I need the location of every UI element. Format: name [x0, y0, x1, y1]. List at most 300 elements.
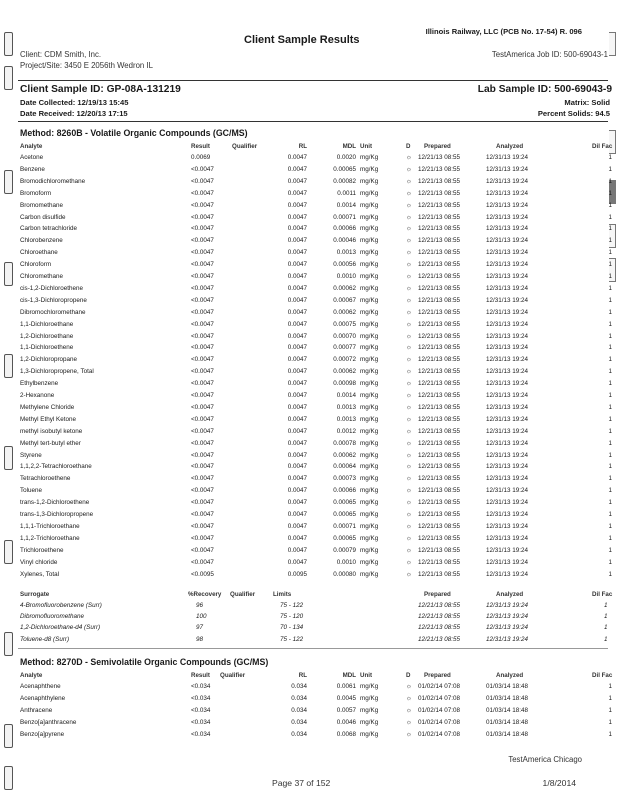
cell-mdl: 0.00062: [333, 308, 356, 316]
cell-dry-weight-icon: ☼: [406, 201, 412, 209]
cell-prepared: 12/21/13 08:55: [418, 475, 461, 483]
cell-dil-fac: 1: [608, 415, 612, 423]
cell-analyte: Chloromethane: [20, 273, 64, 280]
table-row: [20, 343, 616, 355]
project-site: Project/Site: 3450 E 2056th Wedron IL: [20, 61, 153, 70]
table-row: [20, 367, 616, 379]
cell-prepared: 12/21/13 08:55: [418, 261, 461, 269]
cell-dil-fac: 1: [608, 237, 612, 245]
cell-unit: mg/Kg: [360, 718, 379, 726]
cell-dil-fac: 1: [608, 213, 612, 221]
cell-mdl: 0.0010: [336, 273, 356, 280]
col-analyte: Analyte: [20, 143, 43, 150]
cell-dil-fac: 1: [608, 718, 612, 726]
table-row: [20, 694, 616, 706]
cell-result: <0.0047: [191, 558, 214, 566]
cell-result: <0.0047: [191, 165, 214, 173]
cell-analyte: Acenaphthylene: [20, 694, 66, 702]
cell-unit: mg/Kg: [360, 344, 379, 352]
cell-mdl: 0.00098: [333, 380, 356, 388]
cell-rl: 0.0047: [287, 225, 307, 233]
cell-dil-fac: 1: [608, 344, 612, 352]
cell-limits: 75 - 122: [280, 635, 304, 643]
cell-unit: mg/Kg: [360, 177, 379, 185]
cell-rl: 0.0047: [287, 499, 307, 507]
cell-analyzed: 12/31/13 19:24: [486, 213, 529, 221]
cell-prepared: 12/21/13 08:55: [418, 201, 461, 209]
cell-mdl: 0.0061: [336, 683, 356, 690]
cell-unit: mg/Kg: [360, 201, 379, 209]
cell-unit: mg/Kg: [360, 165, 379, 173]
cell-dil-fac: 1: [608, 380, 612, 388]
col-surrogate-qualifier: Qualifier: [230, 591, 256, 598]
cell-unit: mg/Kg: [360, 261, 379, 269]
table-row: [20, 391, 616, 403]
cell-dil-fac: 1: [608, 261, 612, 269]
cell-result: <0.0047: [191, 368, 214, 376]
cell-result: <0.0047: [191, 487, 214, 495]
cell-prepared: 12/21/13 08:55: [418, 602, 461, 609]
footer-date: 1/8/2014: [542, 778, 576, 788]
cell-mdl: 0.00079: [333, 546, 356, 554]
cell-prepared: 01/02/14 07:08: [418, 718, 461, 726]
cell-dil-fac: 1: [608, 570, 612, 578]
cell-prepared: 12/21/13 08:55: [418, 570, 461, 578]
cell-dil-fac: 1: [608, 249, 612, 257]
method-8260b-title: Method: 8260B - Volatile Organic Compounds (GC/MS): [20, 128, 248, 138]
cell-surrogate: Toluene-d8 (Surr): [20, 635, 70, 643]
cell-unit: mg/Kg: [360, 189, 379, 197]
cell-prepared: 12/21/13 08:55: [418, 320, 461, 328]
col-prepared: Prepared: [424, 672, 451, 679]
cell-dil-fac: 1: [608, 392, 612, 399]
cell-dry-weight-icon: ☼: [406, 154, 412, 161]
cell-dil-fac: 1: [608, 683, 612, 690]
cell-result: <0.0047: [191, 403, 214, 411]
cell-mdl: 0.0014: [336, 392, 356, 399]
cell-result: <0.0047: [191, 439, 214, 447]
cell-analyte: Acetone: [20, 154, 44, 161]
cell-dry-weight-icon: ☼: [406, 380, 412, 388]
cell-analyte: 1,1,1-Trichloroethane: [20, 522, 80, 530]
cell-analyte: Benzo[a]pyrene: [20, 730, 65, 738]
cell-analyzed: 12/31/13 19:24: [486, 570, 529, 578]
col-surr-analyzed: Analyzed: [496, 591, 524, 598]
cell-prepared: 12/21/13 08:55: [418, 613, 461, 621]
cell-rl: 0.0095: [287, 570, 307, 578]
cell-rl: 0.0047: [287, 546, 307, 554]
table-row: [20, 451, 616, 463]
cell-dry-weight-icon: ☼: [406, 332, 412, 340]
cell-mdl: 0.00066: [333, 487, 356, 495]
cell-mdl: 0.00065: [333, 534, 356, 542]
cell-analyte: Ethylbenzene: [20, 380, 59, 388]
page-title: Client Sample Results: [244, 34, 360, 46]
cell-prepared: 12/21/13 08:55: [418, 356, 461, 364]
cell-mdl: 0.00072: [333, 356, 356, 364]
cell-dil-fac: 1: [608, 284, 612, 292]
cell-dry-weight-icon: ☼: [406, 261, 412, 269]
cell-prepared: 12/21/13 08:55: [418, 624, 461, 632]
cell-mdl: 0.00064: [333, 463, 356, 471]
col-analyzed: Analyzed: [496, 143, 524, 150]
cell-mdl: 0.00066: [333, 225, 356, 233]
table-row: [20, 284, 616, 296]
cell-dil-fac: 1: [608, 522, 612, 530]
col-prepared: Prepared: [424, 143, 451, 150]
cell-mdl: 0.0057: [336, 706, 356, 714]
cell-mdl: 0.00065: [333, 511, 356, 518]
date-collected: Date Collected: 12/19/13 15:45: [20, 98, 129, 107]
cell-unit: mg/Kg: [360, 694, 379, 702]
table-row: [20, 403, 616, 415]
cell-analyte: cis-1,3-Dichloropropene: [20, 296, 87, 304]
cell-rl: 0.0047: [287, 403, 307, 411]
cell-rl: 0.034: [291, 706, 307, 714]
binder-tab: [4, 170, 13, 194]
cell-unit: mg/Kg: [360, 249, 379, 257]
cell-analyzed: 12/31/13 19:24: [486, 273, 529, 280]
cell-dry-weight-icon: ☼: [406, 308, 412, 316]
binder-tab: [4, 724, 13, 748]
cell-dil-fac: 1: [604, 602, 608, 609]
table-row: [20, 236, 616, 248]
cell-result: <0.0047: [191, 213, 214, 221]
cell-analyzed: 12/31/13 19:24: [486, 624, 529, 632]
cell-prepared: 12/21/13 08:55: [418, 635, 461, 643]
cell-dil-fac: 1: [608, 273, 612, 280]
cell-result: <0.0047: [191, 522, 214, 530]
cell-mdl: 0.00080: [333, 570, 356, 578]
table-row: [20, 570, 616, 582]
cell-analyzed: 12/31/13 19:24: [486, 558, 529, 566]
table-row: [20, 153, 616, 165]
cell-mdl: 0.00067: [333, 296, 356, 304]
cell-dil-fac: 1: [608, 487, 612, 495]
cell-analyzed: 12/31/13 19:24: [486, 487, 529, 495]
cell-prepared: 01/02/14 07:08: [418, 683, 461, 690]
table-row: [20, 379, 616, 391]
cell-mdl: 0.00062: [333, 284, 356, 292]
table-row: [20, 355, 616, 367]
cell-rl: 0.0047: [287, 368, 307, 376]
cell-prepared: 12/21/13 08:55: [418, 332, 461, 340]
cell-analyzed: 01/03/14 18:48: [486, 718, 529, 726]
cell-prepared: 12/21/13 08:55: [418, 344, 461, 352]
cell-rl: 0.034: [291, 718, 307, 726]
cell-dry-weight-icon: ☼: [406, 273, 412, 280]
table-row: [20, 415, 616, 427]
cell-unit: mg/Kg: [360, 225, 379, 233]
cell-analyzed: 12/31/13 19:24: [486, 451, 529, 459]
cell-rl: 0.0047: [287, 451, 307, 459]
cell-analyzed: 12/31/13 19:24: [486, 534, 529, 542]
cell-analyzed: 12/31/13 19:24: [486, 332, 529, 340]
cell-analyzed: 12/31/13 19:24: [486, 308, 529, 316]
cell-analyte: Methylene Chloride: [20, 403, 75, 411]
cell-result: <0.0047: [191, 427, 214, 435]
cell-mdl: 0.00065: [333, 165, 356, 173]
cell-dil-fac: 1: [608, 332, 612, 340]
cell-dry-weight-icon: ☼: [406, 546, 412, 554]
col-limits: Limits: [273, 591, 292, 598]
cell-prepared: 12/21/13 08:55: [418, 511, 461, 518]
table-row: [20, 320, 616, 332]
cell-analyzed: 12/31/13 19:24: [486, 522, 529, 530]
table-row: [20, 165, 616, 177]
cell-dil-fac: 1: [608, 546, 612, 554]
cell-unit: mg/Kg: [360, 380, 379, 388]
cell-dil-fac: 1: [608, 368, 612, 376]
col-dil-fac: Dil Fac: [592, 143, 613, 150]
cell-mdl: 0.0020: [336, 154, 356, 161]
cell-dil-fac: 1: [608, 427, 612, 435]
cell-analyte: trans-1,3-Dichloropropene: [20, 511, 94, 518]
cell-prepared: 12/21/13 08:55: [418, 403, 461, 411]
cell-prepared: 12/21/13 08:55: [418, 558, 461, 566]
divider: [18, 121, 608, 122]
col-rl: RL: [298, 672, 307, 679]
cell-result: <0.0047: [191, 273, 214, 280]
cell-prepared: 12/21/13 08:55: [418, 225, 461, 233]
cell-mdl: 0.0068: [336, 730, 356, 738]
cell-result: <0.0047: [191, 320, 214, 328]
cell-unit: mg/Kg: [360, 534, 379, 542]
cell-result: <0.0047: [191, 189, 214, 197]
cell-result: <0.0047: [191, 356, 214, 364]
cell-prepared: 12/21/13 08:55: [418, 213, 461, 221]
cell-prepared: 12/21/13 08:55: [418, 249, 461, 257]
cell-prepared: 12/21/13 08:55: [418, 177, 461, 185]
cell-analyzed: 12/31/13 19:24: [486, 189, 529, 197]
cell-analyzed: 12/31/13 19:24: [486, 511, 529, 518]
cell-result: <0.0047: [191, 308, 214, 316]
cell-analyzed: 12/31/13 19:24: [486, 392, 529, 399]
cell-unit: mg/Kg: [360, 356, 379, 364]
cell-analyzed: 12/31/13 19:24: [486, 602, 529, 609]
cell-rl: 0.0047: [287, 534, 307, 542]
cell-analyte: trans-1,2-Dichloroethene: [20, 499, 90, 507]
cell-dry-weight-icon: ☼: [406, 320, 412, 328]
cell-unit: mg/Kg: [360, 154, 379, 161]
cell-rl: 0.0047: [287, 284, 307, 292]
cell-dry-weight-icon: ☼: [406, 165, 412, 173]
cell-dil-fac: 1: [604, 635, 608, 643]
cell-dil-fac: 1: [608, 189, 612, 197]
cell-rl: 0.0047: [287, 189, 307, 197]
cell-analyte: Bromodichloromethane: [20, 177, 86, 185]
cell-unit: mg/Kg: [360, 570, 379, 578]
cell-result: 0.0069: [191, 154, 211, 161]
col-d: D: [406, 143, 411, 150]
column-header-row-2: [20, 671, 616, 683]
cell-dil-fac: 1: [604, 624, 608, 632]
cell-dry-weight-icon: ☼: [406, 403, 412, 411]
cell-recovery: 98: [196, 635, 204, 643]
cell-mdl: 0.0013: [336, 415, 356, 423]
cell-dry-weight-icon: ☼: [406, 499, 412, 507]
lab-reference: Illinois Railway, LLC (PCB No. 17-54) R. 096: [425, 27, 582, 36]
cell-dil-fac: 1: [608, 694, 612, 702]
table-row: [20, 224, 616, 236]
cell-mdl: 0.00070: [333, 332, 356, 340]
table-row: [20, 248, 616, 260]
cell-prepared: 12/21/13 08:55: [418, 380, 461, 388]
table-row: [20, 510, 616, 522]
cell-mdl: 0.0013: [336, 403, 356, 411]
cell-analyzed: 12/31/13 19:24: [486, 225, 529, 233]
cell-result: <0.0047: [191, 332, 214, 340]
cell-dry-weight-icon: ☼: [406, 284, 412, 292]
cell-rl: 0.0047: [287, 415, 307, 423]
cell-rl: 0.0047: [287, 439, 307, 447]
cell-mdl: 0.00082: [333, 177, 356, 185]
cell-dil-fac: 1: [608, 308, 612, 316]
cell-dry-weight-icon: ☼: [406, 368, 412, 376]
cell-unit: mg/Kg: [360, 296, 379, 304]
cell-dry-weight-icon: ☼: [406, 213, 412, 221]
cell-dry-weight-icon: ☼: [406, 487, 412, 495]
table-row: [20, 462, 616, 474]
col-surr-prepared: Prepared: [424, 591, 451, 598]
table-row: [20, 213, 616, 225]
cell-analyte: Chloroethane: [20, 249, 58, 257]
cell-unit: mg/Kg: [360, 213, 379, 221]
cell-prepared: 12/21/13 08:55: [418, 154, 461, 161]
cell-dil-fac: 1: [608, 558, 612, 566]
table-row: [20, 718, 616, 730]
cell-analyte: 1,2-Dichloropropane: [20, 356, 78, 364]
cell-analyzed: 12/31/13 19:24: [486, 427, 529, 435]
footer-company: TestAmerica Chicago: [508, 755, 582, 764]
cell-analyzed: 12/31/13 19:24: [486, 613, 529, 621]
col-mdl: MDL: [342, 672, 356, 679]
cell-dil-fac: 1: [608, 534, 612, 542]
cell-dil-fac: 1: [608, 706, 612, 714]
cell-prepared: 12/21/13 08:55: [418, 284, 461, 292]
cell-recovery: 100: [196, 613, 207, 621]
cell-rl: 0.0047: [287, 380, 307, 388]
cell-analyzed: 12/31/13 19:24: [486, 177, 529, 185]
cell-unit: mg/Kg: [360, 546, 379, 554]
binder-tab: [4, 766, 13, 790]
cell-result: <0.0047: [191, 392, 214, 399]
cell-analyte: 1,2-Dichloroethane: [20, 332, 74, 340]
cell-analyzed: 01/03/14 18:48: [486, 706, 529, 714]
cell-dil-fac: 1: [608, 201, 612, 209]
cell-analyte: Methyl Ethyl Ketone: [20, 415, 77, 423]
cell-surrogate: 1,2-Dichloroethane-d4 (Surr): [20, 624, 101, 632]
cell-prepared: 12/21/13 08:55: [418, 308, 461, 316]
cell-unit: mg/Kg: [360, 487, 379, 495]
cell-analyzed: 12/31/13 19:24: [486, 475, 529, 483]
cell-rl: 0.034: [291, 694, 307, 702]
cell-dry-weight-icon: ☼: [406, 534, 412, 542]
cell-dry-weight-icon: ☼: [406, 511, 412, 518]
surrogate-row: [20, 612, 616, 624]
table-row: [20, 189, 616, 201]
cell-rl: 0.0047: [287, 177, 307, 185]
table-row: [20, 486, 616, 498]
cell-unit: mg/Kg: [360, 499, 379, 507]
cell-rl: 0.034: [291, 683, 307, 690]
cell-mdl: 0.00071: [333, 213, 356, 221]
col-qualifier: Qualifier: [232, 143, 258, 150]
job-id: TestAmerica Job ID: 500-69043-1: [491, 50, 608, 59]
cell-dry-weight-icon: ☼: [406, 177, 412, 185]
cell-dry-weight-icon: ☼: [406, 475, 412, 483]
cell-analyte: Anthracene: [20, 706, 53, 714]
cell-mdl: 0.00073: [333, 475, 356, 483]
client-sample-id: Client Sample ID: GP-08A-131219: [20, 84, 181, 95]
cell-unit: mg/Kg: [360, 683, 379, 690]
table-row: [20, 522, 616, 534]
cell-unit: mg/Kg: [360, 706, 379, 714]
cell-analyzed: 12/31/13 19:24: [486, 284, 529, 292]
cell-dry-weight-icon: ☼: [406, 558, 412, 566]
cell-prepared: 12/21/13 08:55: [418, 522, 461, 530]
cell-result: <0.0047: [191, 225, 214, 233]
cell-surrogate: Dibromofluoromethane: [20, 613, 85, 621]
table-row: [20, 730, 616, 742]
footer-page-number: Page 37 of 152: [272, 778, 331, 788]
cell-dry-weight-icon: ☼: [406, 225, 412, 233]
cell-analyte: Chlorobenzene: [20, 237, 63, 245]
table-row: [20, 272, 616, 284]
cell-result: <0.0047: [191, 296, 214, 304]
cell-analyzed: 12/31/13 19:24: [486, 296, 529, 304]
divider: [18, 80, 608, 81]
cell-unit: mg/Kg: [360, 368, 379, 376]
cell-result: <0.034: [191, 718, 211, 726]
cell-result: <0.0047: [191, 249, 214, 257]
cell-analyte: Chloroform: [20, 261, 52, 269]
cell-analyte: Xylenes, Total: [20, 570, 60, 578]
cell-prepared: 01/02/14 07:08: [418, 706, 461, 714]
cell-dil-fac: 1: [608, 165, 612, 173]
cell-analyte: Toluene: [20, 487, 43, 495]
cell-dry-weight-icon: ☼: [406, 522, 412, 530]
cell-analyzed: 12/31/13 19:24: [486, 403, 529, 411]
cell-unit: mg/Kg: [360, 511, 379, 518]
cell-rl: 0.0047: [287, 273, 307, 280]
cell-rl: 0.0047: [287, 213, 307, 221]
cell-unit: mg/Kg: [360, 237, 379, 245]
cell-dil-fac: 1: [608, 177, 612, 185]
cell-dil-fac: 1: [608, 463, 612, 471]
cell-result: <0.0047: [191, 344, 214, 352]
binder-tab: [4, 262, 13, 286]
cell-unit: mg/Kg: [360, 332, 379, 340]
cell-analyzed: 12/31/13 19:24: [486, 201, 529, 209]
cell-analyte: Dibromochloromethane: [20, 308, 86, 316]
table-row: [20, 427, 616, 439]
cell-analyte: 1,3-Dichloropropene, Total: [20, 368, 94, 376]
cell-mdl: 0.0012: [336, 427, 356, 435]
cell-dry-weight-icon: ☼: [406, 189, 412, 197]
col-result: Result: [191, 143, 210, 150]
cell-rl: 0.0047: [287, 356, 307, 364]
cell-rl: 0.0047: [287, 344, 307, 352]
cell-result: <0.034: [191, 706, 211, 714]
cell-mdl: 0.00046: [333, 237, 356, 245]
cell-recovery: 97: [196, 624, 204, 632]
cell-rl: 0.0047: [287, 463, 307, 471]
cell-rl: 0.0047: [287, 261, 307, 269]
col-analyte: Analyte: [20, 672, 43, 679]
cell-rl: 0.0047: [287, 308, 307, 316]
table-row: [20, 706, 616, 718]
